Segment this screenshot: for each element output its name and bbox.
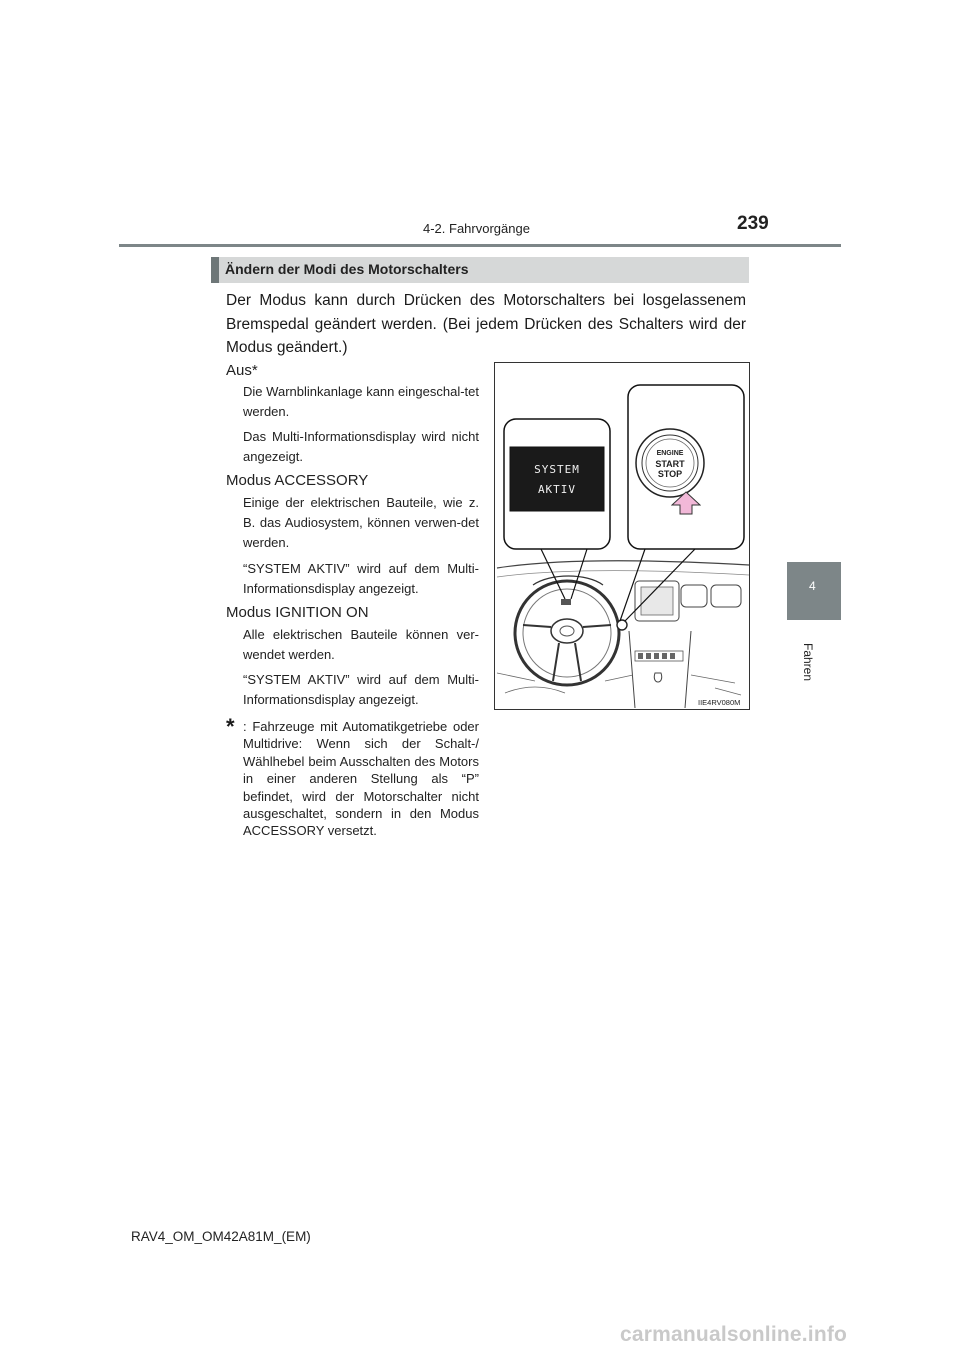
chapter-tab[interactable] [787, 562, 841, 620]
header-rule [119, 244, 841, 247]
chapter-label-box [787, 621, 841, 711]
mode-title-off: Aus* [226, 362, 258, 379]
mode-ignition-desc-2: “SYSTEM AKTIV” wird auf dem Multi-Informationsdisplay angezeigt. [243, 672, 479, 707]
section-heading [211, 257, 749, 283]
mode-accessory-desc-2: “SYSTEM AKTIV” wird auf dem Multi-Informationsdisplay angezeigt. [243, 561, 479, 596]
dashboard-illustration [494, 362, 750, 710]
button-label-start: START [655, 459, 685, 469]
page-number: 239 [737, 213, 769, 234]
engine-start-stop-button [642, 449, 698, 479]
mode-off-desc-2: Das Multi-Informationsdisplay wird nicht angezeigt. [243, 429, 479, 464]
mode-ignition-desc-1: Alle elektrischen Bauteile können ver-wendet werden. [243, 627, 479, 662]
button-label-stop: STOP [657, 469, 683, 479]
mode-title-ignition-on: Modus IGNITION ON [226, 604, 369, 621]
chapter-number: 4 [809, 579, 816, 593]
footnote-text: : Fahrzeuge mit Automatikgetriebe oder Multidrive: Wenn sich der Schalt-/ Wählhebel beim Ausschalten des Motors in einer anderen Stellung als “P” befindet, wird der Motorschalter nicht ausgeschaltet, sondern in den Modus ACCESSORY versetzt. [243, 719, 479, 839]
button-label-engine: ENGINE [656, 450, 684, 457]
intro-paragraph: Der Modus kann durch Drücken des Motorschalters bei losgelassenem Bremspedal geändert werden. (Bei jedem Drücken des Schalters wird der Modus geändert.) [226, 292, 746, 356]
mode-accessory-desc-1: Einige der elektrischen Bauteile, wie z. B. das Audiosystem, können verwen-det werden. [243, 495, 479, 550]
display-text [517, 460, 597, 500]
section-heading-title: Ändern der Modi des Motorschalters [225, 261, 469, 277]
figure-code: IIE4RV080M [698, 698, 741, 707]
header-section-title: 4-2. Fahrvorgänge [423, 221, 530, 236]
mode-off-desc-1: Die Warnblinkanlage kann eingeschal-tet werden. [243, 384, 479, 419]
display-line-1: SYSTEM [534, 463, 580, 476]
display-line-2: AKTIV [537, 483, 577, 496]
push-arrow-icon [671, 491, 701, 515]
mode-title-accessory: Modus ACCESSORY [226, 472, 369, 489]
manual-code: RAV4_OM_OM42A81M_(EM) [131, 1229, 311, 1244]
dashboard-drawing [495, 363, 750, 710]
section-heading-accent [211, 257, 219, 283]
footnote-mark: * [226, 714, 235, 739]
watermark[interactable]: carmanualsonline.info [620, 1323, 848, 1346]
chapter-label: Fahren [801, 643, 815, 682]
